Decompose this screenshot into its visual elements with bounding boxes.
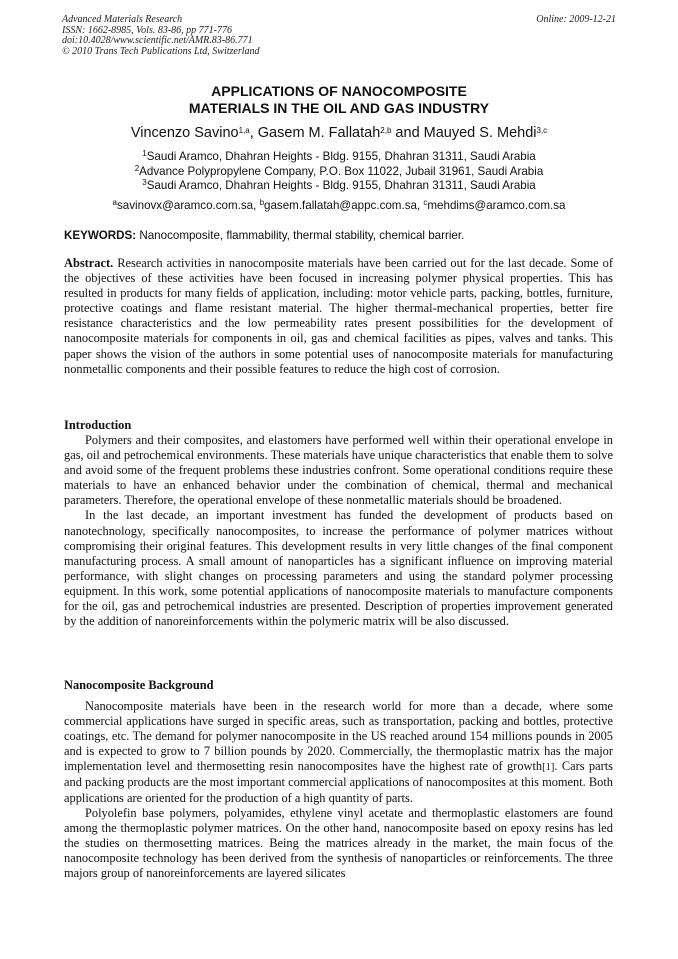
title-line-2: MATERIALS IN THE OIL AND GAS INDUSTRY	[188, 100, 490, 116]
author-superscript: 2,b	[380, 126, 392, 135]
section-heading-background: Nanocomposite Background	[64, 678, 214, 692]
affiliation-line	[62, 165, 616, 180]
background-text: . Cars parts and packing products are the most important commercial applications of nanocomposites at this moment. Both applications are oriented for the production of a high quantity of parts.	[64, 759, 613, 805]
keywords-text: Nanocomposite, flammability, thermal stability, chemical barrier.	[136, 229, 465, 242]
background-text: Nanocomposite materials have been in the research world for more than a decade, where some commercial applications have surged in specific areas, such as transportation, packing and bottles, protective coatings, etc. The demand for polymer nanocomposite in the US reached around 154 millions pounds in 2005 and is expected to grow to 7 billion pounds by 2020. Commercially, the thermoplastic matrix has the major implementation level and thermosetting resin nanocomposites have the highest rate of growth	[64, 699, 613, 774]
affiliation-superscript: 2	[134, 163, 140, 173]
copyright-line: © 2010 Trans Tech Publications Ltd, Switzerland	[62, 45, 260, 57]
email-link[interactable]: gasem.fallatah@appc.com.sa	[264, 199, 417, 212]
introduction-paragraph-2: In the last decade, an important investment has funded the development of products based on nanotechnology, specifically nanocomposites, to increase the performance of polymer matrices without compromising their original features. This development results in very little changes of the final component manufacturing process. A small amount of nanoparticles has a significant influence on improving material performance, with slight changes on processing parameters and using the standard polymer processing equipment. In this work, some potential applications of nanocomposite materials to manufacture components for the oil, gas and petrochemical industries are presented. Description of properties improvement generated by the addition of nanoreinforcements within the polymeric matrix will be also discussed.	[64, 508, 613, 629]
email-superscript: b	[259, 198, 265, 207]
author-superscript: 1,a	[238, 126, 250, 135]
paper-title	[62, 83, 616, 117]
email-separator: ,	[253, 199, 260, 212]
abstract-label: Abstract.	[64, 256, 114, 270]
email-superscript: c	[423, 198, 428, 207]
background-body	[64, 699, 613, 881]
introduction-body	[64, 433, 613, 629]
author-name: Mauyed S. Mehdi	[423, 125, 537, 141]
affiliation-list	[62, 150, 616, 194]
keywords-label: KEYWORDS:	[64, 229, 137, 242]
email-list	[62, 199, 616, 213]
doi-line[interactable]: doi:10.4028/www.scientific.net/AMR.83-86.771	[62, 35, 253, 46]
author-name: Vincenzo Savino	[130, 125, 239, 141]
journal-header	[62, 15, 616, 57]
affiliation-text: Saudi Aramco, Dhahran Heights - Bldg. 9155, Dhahran 31311, Saudi Arabia	[146, 150, 536, 163]
abstract-paragraph	[64, 256, 613, 377]
issn-line: ISSN: 1662-8985, Vols. 83-86, pp 771-776	[62, 24, 232, 36]
introduction-paragraph-1: Polymers and their composites, and elastomers have performed well within their operational envelope in gas, oil and petrochemical environments. These materials have unique characteristics that enable them to solve and avoid some of the frequent problems these industries confront. Some operational conditions require these materials to have an enhanced behavior under the combination of chemical, thermal and mechanical parameters. Therefore, the operational envelope of these nonmetallic materials should be broadened.	[64, 433, 613, 508]
author-name: Gasem M. Fallatah	[257, 125, 381, 141]
author-separator: ,	[249, 125, 258, 141]
affiliation-text: Saudi Aramco, Dhahran Heights - Bldg. 9155, Dhahran 31311, Saudi Arabia	[146, 179, 536, 192]
affiliation-line	[62, 150, 616, 165]
email-link[interactable]: mehdims@aramco.com.sa	[427, 199, 566, 212]
affiliation-superscript: 3	[142, 178, 147, 187]
email-link[interactable]: savinovx@aramco.com.sa	[117, 199, 254, 212]
email-separator: ,	[416, 199, 424, 212]
author-list	[62, 124, 616, 142]
background-paragraph-1	[64, 699, 613, 806]
section-heading-introduction: Introduction	[64, 418, 132, 432]
title-line-1: APPLICATIONS OF NANOCOMPOSITE	[211, 83, 467, 99]
journal-name: Advanced Materials Research	[62, 14, 183, 25]
citation-reference[interactable]: [1]	[542, 762, 555, 774]
abstract-text: Research activities in nanocomposite materials have been carried out for the last decade. Some of the objectives of these activities have been focused in increasing polymer physical properties. This has resulted in products for many fields of application, including: motor vehicle parts, packing, bottles, furniture, protective coatings and flame resistant material. The higher thermal-mechanical properties, better fire resistance characteristics and the low permeability rates present possibilities for the development of nanocomposite materials for components in oil, gas and chemical facilities as pipes, valves and tanks. This paper shows the vision of the authors in some potential uses of nanocomposite materials for manufacturing nonmetallic components and their possible features to reduce the high cost of corrosion.	[64, 256, 613, 376]
affiliation-line	[62, 179, 616, 194]
background-paragraph-2: Polyolefin base polymers, polyamides, ethylene vinyl acetate and thermoplastic elastomers are found among the thermoplastic polymer matrices. On the other hand, nanocomposite based on epoxy resins has led the studies on thermosetting matrices. Being the matrices already in the market, the main focus of the nanocomposite technology has been derived from the synthesis of nanoparticles or reinforcements. The three majors group of nanoreinforcements are layered silicates	[64, 805, 613, 881]
email-superscript: a	[112, 198, 117, 207]
affiliation-text: Advance Polypropylene Company, P.O. Box 11022, Jubail 31961, Saudi Arabia	[139, 164, 544, 178]
affiliation-superscript: 1	[142, 149, 147, 158]
author-superscript: 3,c	[536, 126, 548, 135]
abstract	[64, 256, 613, 377]
author-separator: and	[391, 125, 424, 141]
keywords	[64, 229, 616, 243]
online-date: Online: 2009-12-21	[536, 14, 616, 25]
